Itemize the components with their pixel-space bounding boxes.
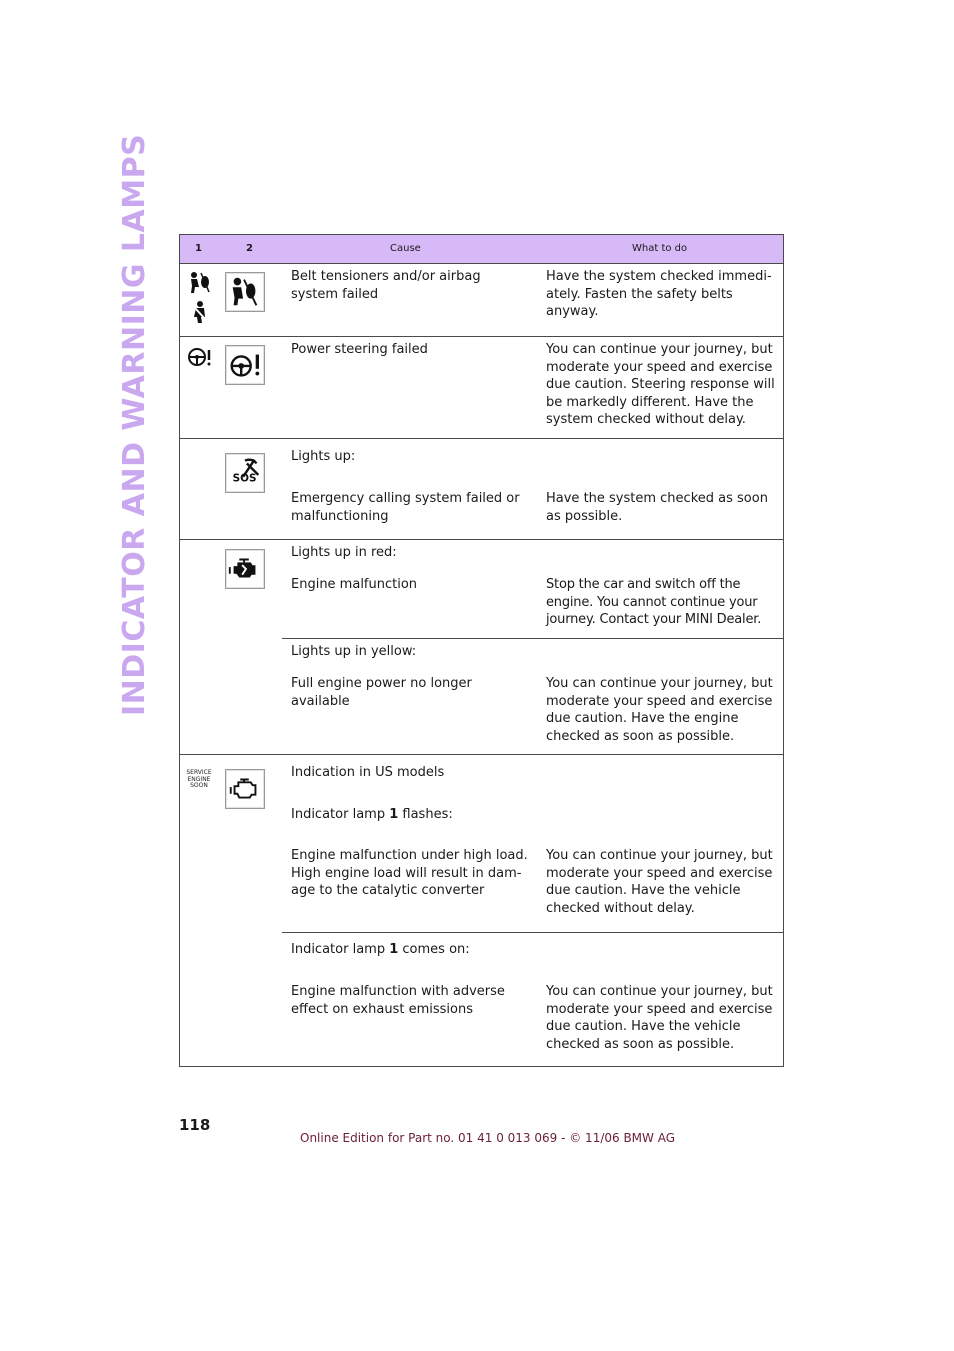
seatbelt-icon <box>187 299 213 325</box>
header-cause: Cause <box>390 243 421 254</box>
row1-cause: Belt tensioners and/or airbag system failed <box>291 269 481 302</box>
row5-sub-b <box>291 941 531 959</box>
footer-edition-note: Online Edition for Part no. 01 41 0 013 069 - © 11/06 BMW AG <box>300 1131 676 1145</box>
sub-row-divider <box>282 638 783 639</box>
row1-action: Have the system checked immediately. Fasten the safety belts anyway. <box>546 269 772 320</box>
row5-action-b: You can continue your journey, but moderate your speed and exercise due caution. Have the vehicle checked as soon as possible. <box>546 984 773 1052</box>
row4-intro-yellow: Lights up in yellow: <box>291 644 417 659</box>
ses-line-2: ENGINE <box>187 775 211 783</box>
airbag-icon <box>187 270 213 296</box>
indicator-table <box>179 234 784 1067</box>
row-divider <box>180 438 783 439</box>
row5-sub-b-label: Indicator lamp <box>291 942 390 957</box>
engine-red-lamp-icon <box>225 549 265 589</box>
sos-failed-icon <box>225 453 265 493</box>
row5-cause-a: Engine malfunction under high load. High engine load will result in damage to the catalytic converter <box>291 848 528 899</box>
row5-action-a: You can continue your journey, but moderate your speed and exercise due caution. Have the vehicle checked without delay. <box>546 848 773 916</box>
steering-warning-lamp-icon <box>225 345 265 385</box>
engine-icon <box>225 769 265 809</box>
row5-sub-a-tail: flashes: <box>398 807 453 822</box>
steering-warning-icon <box>187 344 213 370</box>
row4-action-yellow: You can continue your journey, but moderate your speed and exercise due caution. Have the engine checked as soon as possible. <box>546 676 773 744</box>
row4-intro-red: Lights up in red: <box>291 545 397 560</box>
header-col1: 1 <box>195 243 202 254</box>
row3-intro: Lights up: <box>291 449 356 464</box>
sub-row-divider <box>282 932 783 933</box>
chapter-side-title: INDICATOR AND WARNING LAMPS <box>117 133 152 716</box>
row5-sub-b-number: 1 <box>389 942 399 957</box>
row5-sub-b-tail: comes on: <box>398 942 470 957</box>
row5-cause-b: Engine malfunction with adverse effect on exhaust emissions <box>291 984 505 1017</box>
header-col2: 2 <box>246 243 253 254</box>
svg-text:SOS: SOS <box>232 472 257 485</box>
ses-line-3: SOON <box>190 782 208 789</box>
row2-cause: Power steering failed <box>291 342 428 357</box>
header-what-to-do: What to do <box>632 243 688 254</box>
row5-sub-a <box>291 806 531 824</box>
row3-cause: Emergency calling system failed or malfunctioning <box>291 491 520 524</box>
service-engine-soon-icon <box>186 770 212 790</box>
row-divider <box>180 754 783 755</box>
row3-action: Have the system checked as soon as possible. <box>546 491 768 524</box>
row4-cause-red: Engine malfunction <box>291 577 418 592</box>
row2-action: You can continue your journey, but moderate your speed and exercise due caution. Steering response will be markedly different. Have the system checked without delay. <box>546 342 775 428</box>
page-number: 118 <box>179 1116 211 1134</box>
row4-action-red: Stop the car and switch off the engine. You cannot continue your journey. Contact your MINI Dealer. <box>546 577 762 628</box>
table-header <box>180 235 783 264</box>
row-divider <box>180 336 783 337</box>
row5-sub-a-number: 1 <box>389 807 399 822</box>
row-divider <box>180 539 783 540</box>
row5-sub-a-label: Indicator lamp <box>291 807 390 822</box>
row5-intro: Indication in US models <box>291 765 445 780</box>
airbag-warning-lamp-icon <box>225 272 265 312</box>
row4-cause-yellow: Full engine power no longer available <box>291 676 472 709</box>
ses-line-1: SERVICE <box>186 769 212 776</box>
